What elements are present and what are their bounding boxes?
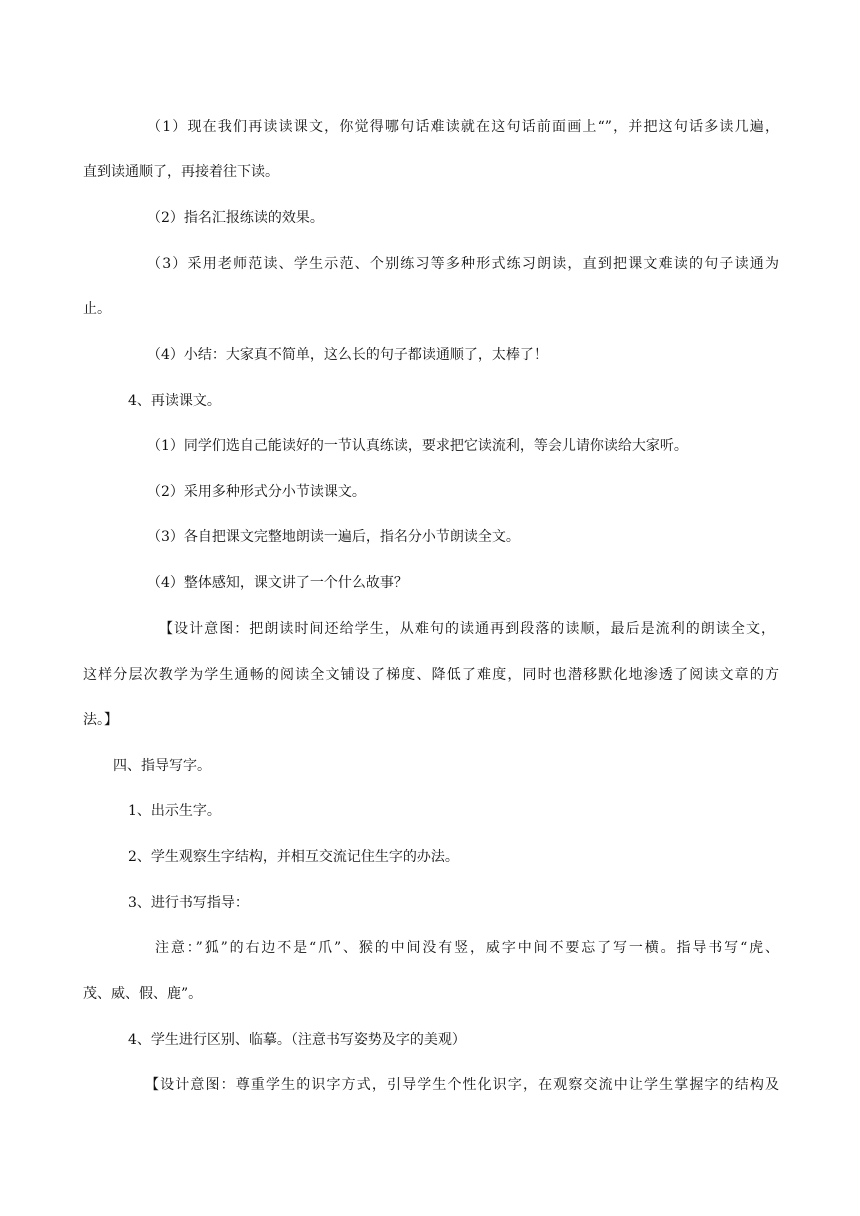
paragraph-line: （4）整体感知，课文讲了一个什么故事？	[147, 575, 408, 591]
paragraph-line: 直到读通顺了，再接着往下读。	[83, 164, 279, 180]
paragraph-line: （1）现在我们再读读课文，你觉得哪句话难读就在这句话前面画上“”，并把这句话多读几遍，	[147, 119, 779, 135]
paragraph-line: （3）采用老师范读、学生示范、个别练习等多种形式练习朗读，直到把课文难读的句子读通为	[147, 256, 779, 272]
design-intent-line: 法。】	[83, 712, 118, 728]
paragraph-line: （2）采用多种形式分小节读课文。	[147, 484, 366, 500]
list-item: 4、再读课文。	[128, 393, 221, 409]
design-intent-line: 【设计意图：尊重学生的识字方式，引导学生个性化识字，在观察交流中让学生掌握字的结构及	[145, 1077, 779, 1093]
paragraph-line: （3）各自把课文完整地朗读一遍后，指名分小节朗读全文。	[147, 529, 520, 545]
design-intent-line: 【设计意图：把朗读时间还给学生，从难句的读通再到段落的读顺，最后是流利的朗读全文，	[159, 621, 775, 637]
note-line: 注意：”狐”的右边不是“爪”、猴的中间没有竖，威字中间不要忘了写一横。指导书写“虎、	[155, 940, 779, 956]
paragraph-line: （4）小结：大家真不简单，这么长的句子都读通顺了，太棒了！	[147, 347, 548, 363]
design-intent-line: 这样分层次教学为学生通畅的阅读全文铺设了梯度、降低了难度，同时也潜移默化地渗透了阅读文章的方	[83, 667, 779, 683]
list-item: 3、进行书写指导：	[128, 895, 249, 911]
note-line: 茂、威、假、鹿”。	[83, 986, 203, 1002]
paragraph-line: （1）同学们选自己能读好的一节认真练读，要求把它读流利，等会儿请你读给大家听。	[147, 438, 688, 454]
list-item: 4、学生进行区别、临摹。（注意书写姿势及字的美观）	[128, 1032, 466, 1048]
paragraph-line: （2）指名汇报练读的效果。	[147, 210, 324, 226]
section-heading: 四、指导写字。	[113, 758, 211, 774]
list-item: 1、出示生字。	[128, 803, 221, 819]
paragraph-line: 止。	[83, 301, 111, 317]
list-item: 2、学生观察生字结构，并相互交流记住生字的办法。	[128, 849, 459, 865]
